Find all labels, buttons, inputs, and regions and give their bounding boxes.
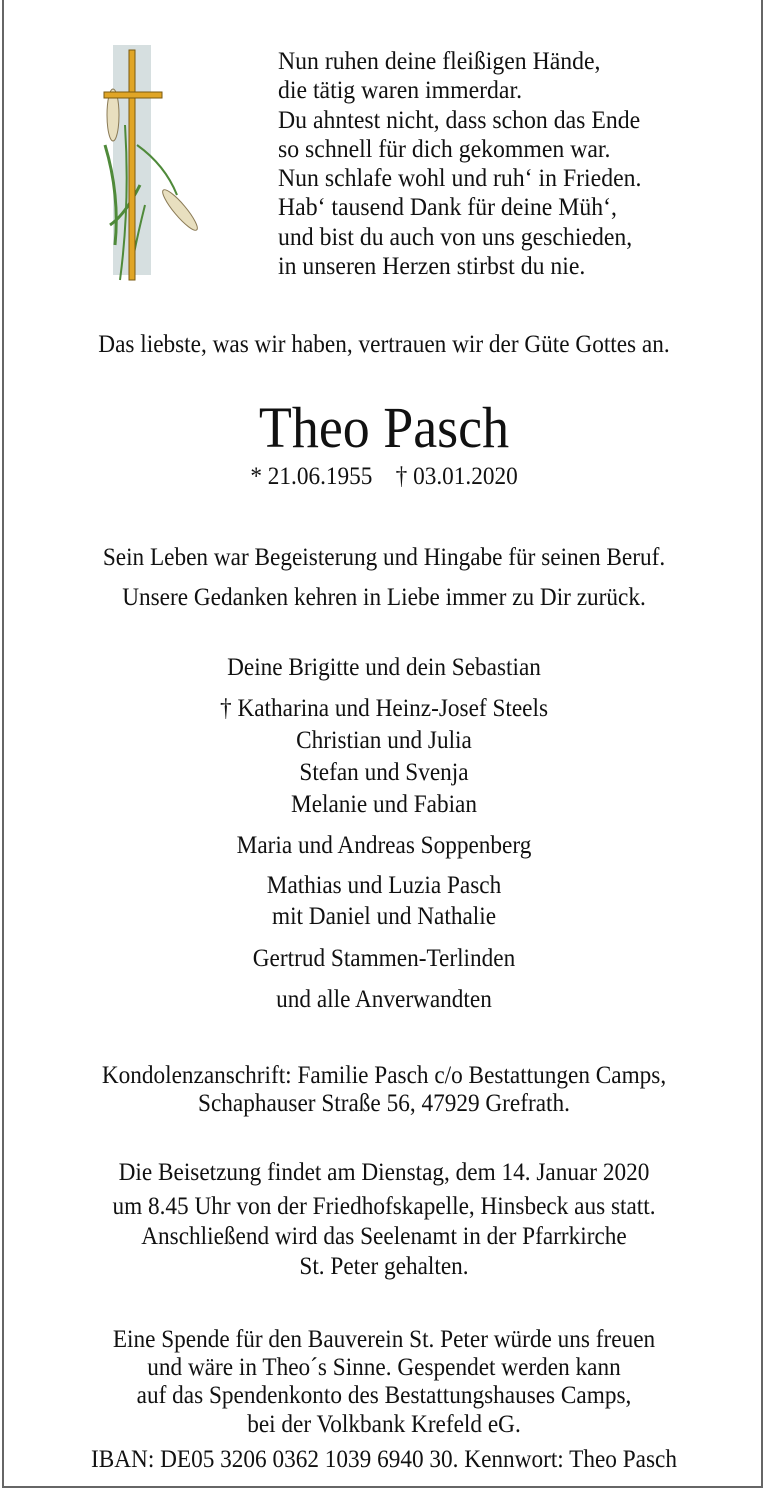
poem-line: so schnell für dich gekommen war. bbox=[278, 135, 611, 163]
cross-wheat-icon bbox=[95, 45, 205, 285]
mourner: Maria und Andreas Soppenberg bbox=[236, 832, 532, 859]
donation-line: und wäre in Theo´s Sinne. Gespendet werden kann bbox=[147, 1354, 621, 1381]
poem-line: und bist du auch von uns geschieden, bbox=[278, 223, 633, 251]
donation-line: Eine Spende für den Bauverein St. Peter würde uns freuen bbox=[112, 1326, 656, 1353]
mourner: Deine Brigitte und dein Sebastian bbox=[227, 654, 541, 681]
funeral-line: Die Beisetzung findet am Dienstag, dem 14. Januar 2020 bbox=[118, 1159, 650, 1186]
condolence-line: Schaphauser Straße 56, 47929 Grefrath. bbox=[198, 1090, 570, 1117]
funeral-line: um 8.45 Uhr von der Friedhofskapelle, Hinsbeck aus statt. bbox=[112, 1193, 656, 1220]
mourner: und alle Anverwandten bbox=[276, 986, 492, 1013]
deceased-name: Theo Pasch bbox=[258, 395, 510, 460]
poem-line: in unseren Herzen stirbst du nie. bbox=[278, 253, 586, 281]
condolence-line: Kondolenzanschrift: Familie Pasch c/o Bestattungen Camps, bbox=[101, 1062, 667, 1089]
poem-line: Nun schlafe wohl und ruh‘ in Frieden. bbox=[278, 165, 642, 193]
donation-line: bei der Volkbank Krefeld eG. bbox=[247, 1411, 521, 1438]
intro-line: Das liebste, was wir haben, vertrauen wir der Güte Gottes an. bbox=[98, 331, 670, 358]
poem bbox=[278, 47, 641, 281]
mourner: Gertrud Stammen-Terlinden bbox=[252, 945, 516, 972]
mourner: Melanie und Fabian bbox=[291, 791, 477, 818]
tribute-line: Sein Leben war Begeisterung und Hingabe für seinen Beruf. bbox=[102, 544, 666, 571]
mourner: mit Daniel und Nathalie bbox=[271, 903, 497, 930]
poem-line: Du ahntest nicht, dass schon das Ende bbox=[278, 106, 641, 134]
tribute-line: Unsere Gedanken kehren in Liebe immer zu Dir zurück. bbox=[122, 584, 646, 611]
poem-line: Hab‘ tausend Dank für deine Müh‘, bbox=[278, 194, 618, 222]
mourner: Stefan und Svenja bbox=[299, 759, 469, 786]
poem-line: Nun ruhen deine fleißigen Hände, bbox=[278, 48, 601, 75]
funeral-line: St. Peter gehalten. bbox=[299, 1253, 469, 1280]
poem-line: die tätig waren immerdar. bbox=[278, 77, 523, 105]
donation-iban: IBAN: DE05 3206 0362 1039 6940 30. Kennwort: Theo Pasch bbox=[91, 1446, 677, 1473]
funeral-line: Anschließend wird das Seelenamt in der Pfarrkirche bbox=[141, 1223, 627, 1250]
life-dates: * 21.06.1955 † 03.01.2020 bbox=[250, 463, 518, 490]
mourner: Mathias und Luzia Pasch bbox=[266, 872, 502, 899]
mourner: Christian und Julia bbox=[296, 727, 472, 754]
donation-line: auf das Spendenkonto des Bestattungshauses Camps, bbox=[136, 1382, 632, 1409]
mourner: † Katharina und Heinz-Josef Steels bbox=[220, 695, 548, 722]
